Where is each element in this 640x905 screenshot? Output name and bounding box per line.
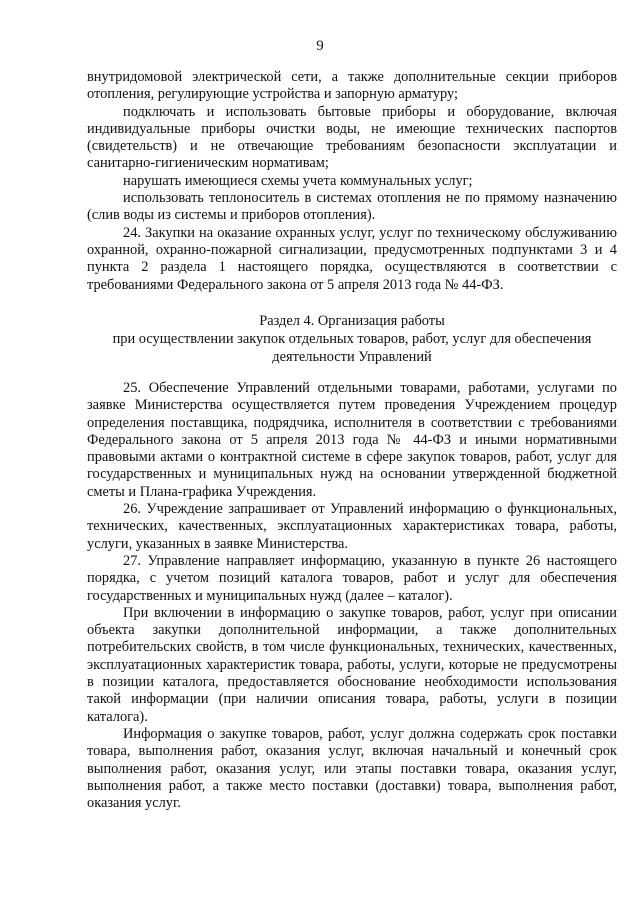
paragraph: внутридомовой электрической сети, а также дополнительные секции приборов отопления, регулирующие устройства и запорную арматуру; [87,69,617,103]
paragraph: подключать и использовать бытовые приборы и оборудование, включая индивидуальные приборы очистки воды, не имеющие технических паспортов (свидетельств) и не отвечающие требованиям безопасности эксплуатации и санитарно-гигиеническим нормативам; [87,103,617,172]
paragraph: 25. Обеспечение Управлений отдельными товарами, работами, услугами по заявке Министерства осуществляется путем проведения Учреждением процедур определения поставщика, подрядчика, исполнителя в соответствии с требованиями Федерального закона от 5 апреля 2013 года № 44-ФЗ и иными нормативными правовыми актами о контрактной системе в сфере закупок товаров, работ, услуг для государственных и муниципальных нужд на основании утвержденной бюджетной сметы и Плана-графика Учреждения. [87,380,617,500]
paragraph: При включении в информацию о закупке товаров, работ, услуг при описании объекта закупки дополнительной информации, а также дополнительных потребительских свойств, в том числе функциональных, технических, качественных, эксплуатационных характеристик товара, работы, услуги, которые не предусмотрены в позиции каталога, предоставляется обоснование необходимости использования такой информации (при наличии описания товара, работы, услуги в позиции каталога). [87,604,617,725]
paragraph: нарушать имеющиеся схемы учета коммунальных услуг; [123,172,473,189]
section-heading-line-3: деятельности Управлений [272,349,432,365]
paragraph: 24. Закупки на оказание охранных услуг, услуг по техническому обслуживанию охранной, охранно-пожарной сигнализации, предусмотренных подпунктами 3 и 4 пункта 2 раздела 1 настоящего порядка, осуществляются в соответствии с требованиями Федерального закона от 5 апреля 2013 года № 44-ФЗ. [87,224,617,293]
section-heading-line-2: при осуществлении закупок отдельных товаров, работ, услуг для обеспечения [112,331,592,347]
text-block-bottom [87,380,617,812]
page-number: 9 [316,38,324,54]
paragraph: 27. Управление направляет информацию, указанную в пункте 26 настоящего порядка, с учетом позиций каталога товаров, работ и услуг для обеспечения государственных и муниципальных нужд (далее – каталог). [87,552,617,604]
text-block-top [87,69,617,294]
paragraph: 26. Учреждение запрашивает от Управлений информацию о функциональных, технических, качественных, эксплуатационных характеристиках товара, работы, услуги, указанных в заявке Министерства. [87,501,617,552]
paragraph: использовать теплоноситель в системах отопления не по прямому назначению (слив воды из системы и приборов отопления). [87,190,617,224]
paragraph: Информация о закупке товаров, работ, услуг должна содержать срок поставки товара, выполнения работ, оказания услуг, включая начальный и конечный срок выполнения работ, оказания услуг, или этапы поставки товара, оказания услуг, выполнения работ, а также место поставки (доставки) товара, выполнения работ, оказания услуг. [87,725,617,812]
section-heading-line-1: Раздел 4. Организация работы [259,313,445,329]
section-heading [87,312,617,366]
